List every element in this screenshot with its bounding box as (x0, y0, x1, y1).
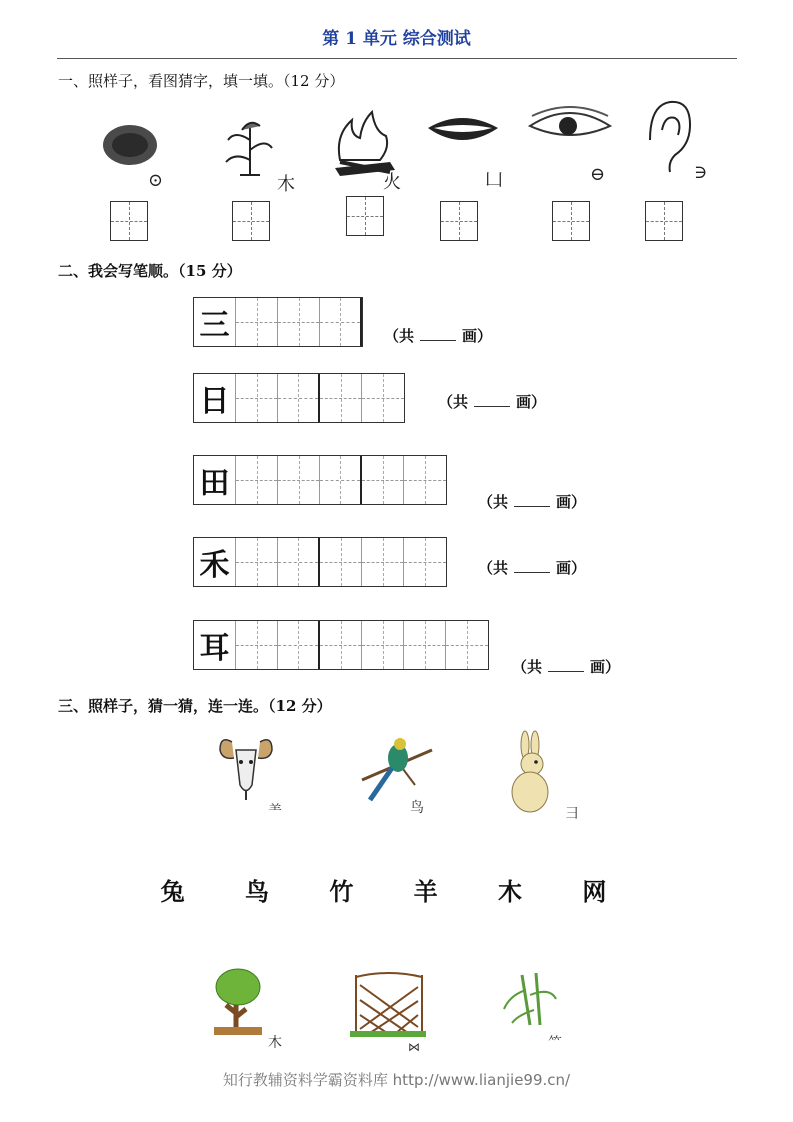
fire-icon (335, 112, 395, 176)
stroke-cell[interactable] (278, 621, 320, 669)
stroke-cell[interactable] (320, 538, 362, 586)
stroke-count-blank[interactable] (514, 558, 550, 573)
stroke-row-he (193, 537, 447, 587)
answer-box-6[interactable] (645, 201, 683, 241)
stroke-count-he: （共 画） (478, 559, 587, 577)
ancient-glyph-bird: ⻦ (410, 800, 424, 816)
stroke-count-san: （共 画） (384, 327, 493, 345)
header-divider (57, 58, 737, 59)
stroke-cell[interactable] (446, 621, 488, 669)
stroke-cell[interactable] (278, 298, 320, 346)
stroke-count-blank[interactable] (474, 392, 510, 407)
stroke-cell[interactable] (404, 456, 446, 504)
ancient-glyph-tree: ⽊ (268, 1035, 282, 1051)
stroke-char: 三 (194, 298, 236, 346)
mouth-icon (428, 118, 498, 140)
ancient-glyph-goat: ⺷ (268, 803, 282, 819)
stroke-cell[interactable] (236, 456, 278, 504)
sun-icon (103, 125, 157, 165)
words-to-match: 兔 鸟 竹 羊 木 网 (160, 877, 633, 906)
stroke-cell[interactable] (236, 621, 278, 669)
stroke-count-blank[interactable] (548, 657, 584, 672)
stroke-cell[interactable] (320, 298, 362, 346)
goat-icon (220, 740, 272, 800)
section-3-bottom-pictures (200, 965, 600, 1060)
answer-box-2[interactable] (232, 201, 270, 241)
stroke-char: 日 (194, 374, 236, 422)
stroke-row-ri (193, 373, 405, 423)
stroke-cell[interactable] (362, 538, 404, 586)
grain-plant-icon (226, 123, 272, 175)
ancient-glyph-grain: ⽊ (277, 174, 295, 195)
stroke-char: 禾 (194, 538, 236, 586)
tree-icon (214, 969, 262, 1035)
answer-box-3[interactable] (346, 196, 384, 236)
answer-box-5[interactable] (552, 201, 590, 241)
section-3-top-pictures (200, 730, 600, 830)
ear-icon (650, 102, 690, 172)
stroke-cell[interactable] (278, 456, 320, 504)
stroke-count-blank[interactable] (514, 492, 550, 507)
section-2-heading: 二、我会写笔顺。（15 分） (58, 262, 242, 280)
ancient-glyph-sun: ⊙ (148, 170, 164, 191)
ancient-glyph-ear: ∋ (694, 162, 708, 183)
stroke-char: 田 (194, 456, 236, 504)
stroke-cell[interactable] (236, 374, 278, 422)
ancient-glyph-bamboo: ⺮ (548, 1035, 562, 1051)
answer-box-4[interactable] (440, 201, 478, 241)
stroke-cell[interactable] (278, 538, 320, 586)
section-1-pictures (90, 100, 790, 200)
stroke-cell[interactable] (320, 621, 362, 669)
stroke-cell[interactable] (320, 456, 362, 504)
page-title: 第 1 单元 综合测试 (322, 29, 471, 49)
stroke-count-er: （共 画） (512, 658, 621, 676)
answer-box-1[interactable] (110, 201, 148, 241)
ancient-glyph-rabbit: ⺕ (565, 806, 579, 822)
stroke-cell[interactable] (320, 374, 362, 422)
rabbit-icon (512, 731, 548, 812)
stroke-cell[interactable] (236, 298, 278, 346)
stroke-row-er (193, 620, 489, 670)
footer-watermark: 知行教辅资料学霸资料库 http://www.lianjie99.cn/ (222, 1071, 571, 1089)
stroke-count-blank[interactable] (420, 326, 456, 341)
section-1-heading: 一、照样子，看图猜字，填一填。（12 分） (58, 72, 345, 90)
stroke-cell[interactable] (362, 374, 404, 422)
ancient-glyph-mouth: ⼐ (485, 170, 503, 191)
stroke-cell[interactable] (362, 456, 404, 504)
ancient-glyph-net: ⋈ (408, 1040, 420, 1054)
stroke-cell[interactable] (278, 374, 320, 422)
stroke-row-san (193, 297, 363, 347)
stroke-row-tian (193, 455, 447, 505)
net-icon (350, 973, 426, 1037)
section-3-heading: 三、照样子，猜一猜，连一连。（12 分） (58, 697, 332, 715)
stroke-char: 耳 (194, 621, 236, 669)
stroke-cell[interactable] (236, 538, 278, 586)
stroke-count-tian: （共 画） (478, 493, 587, 511)
stroke-cell[interactable] (404, 538, 446, 586)
stroke-count-ri: （共 画） (438, 393, 547, 411)
bird-icon (362, 738, 432, 800)
stroke-cell[interactable] (404, 621, 446, 669)
ancient-glyph-fire: ⽕ (383, 172, 401, 193)
eye-icon (530, 107, 610, 135)
bamboo-icon (504, 973, 556, 1025)
stroke-cell[interactable] (362, 621, 404, 669)
ancient-glyph-eye: ⊖ (590, 164, 606, 185)
